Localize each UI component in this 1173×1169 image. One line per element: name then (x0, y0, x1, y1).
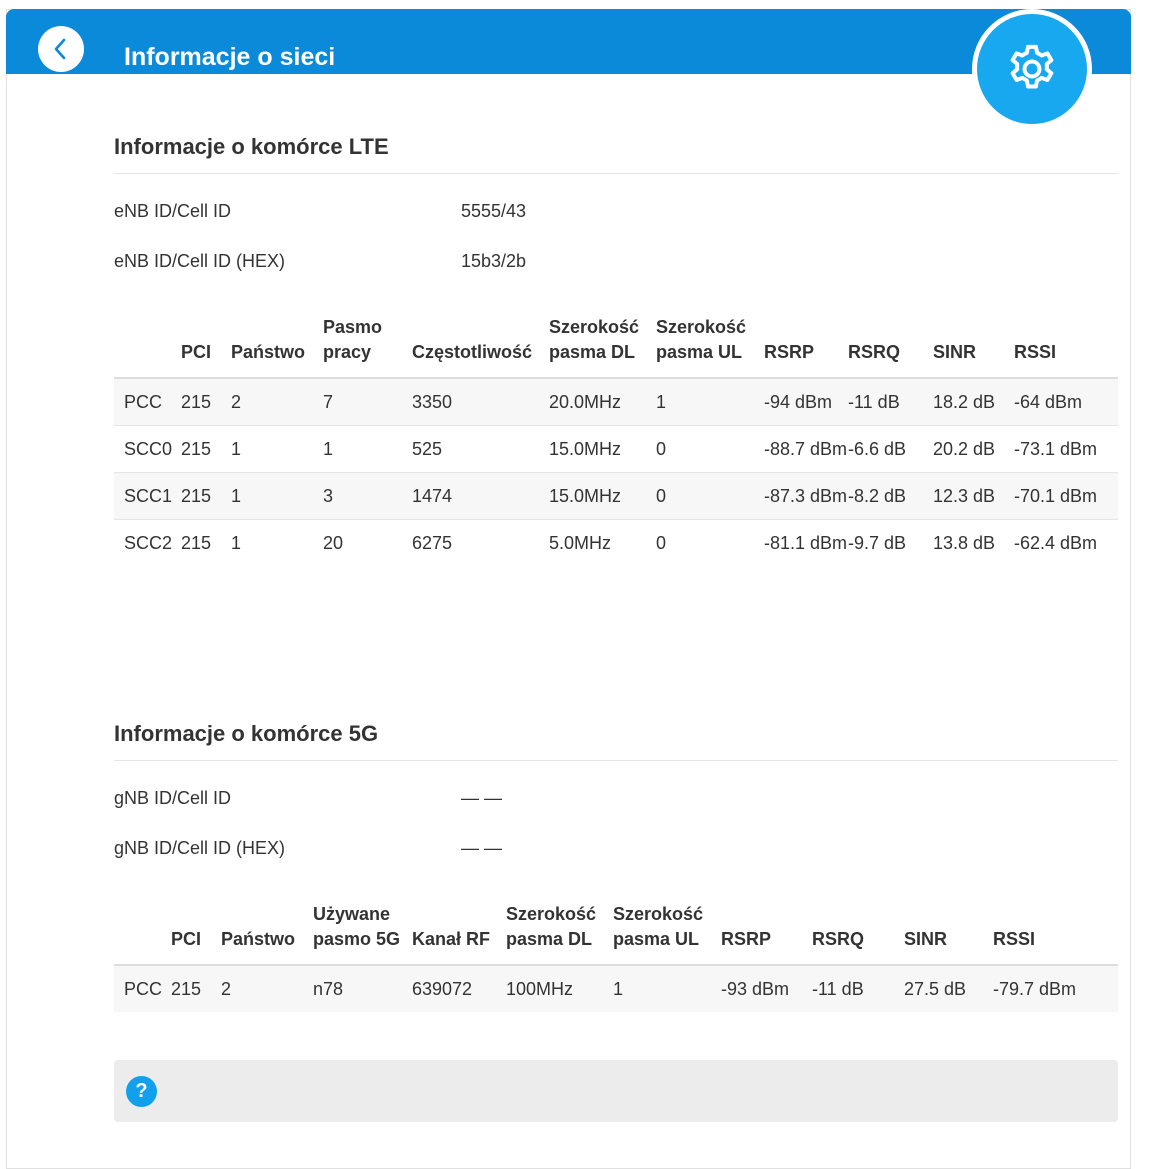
cell: PCC (114, 965, 171, 1012)
cell: -6.6 dB (848, 426, 933, 473)
col-header-band: Pasmo pracy (323, 315, 412, 378)
cell: -62.4 dBm (1014, 520, 1118, 567)
cell: 13.8 dB (933, 520, 1014, 567)
cell: 0 (656, 426, 764, 473)
table-row (114, 378, 1118, 426)
enb-cell-id-hex-value: 15b3/2b (461, 251, 527, 271)
cell: 5.0MHz (549, 520, 656, 567)
cell: PCC (114, 378, 181, 426)
cell: 1 (231, 520, 323, 567)
cell: 1 (231, 473, 323, 520)
cell: -70.1 dBm (1014, 473, 1118, 520)
gnb-cell-id-hex-label: gNB ID/Cell ID (HEX) (114, 838, 286, 858)
col-header-rsrp: RSRP (764, 315, 848, 378)
cell: -11 dB (848, 378, 933, 426)
cell: 27.5 dB (904, 965, 993, 1012)
col-header-bw-ul: Szerokość pasma UL (613, 902, 721, 965)
cell: 1 (323, 426, 412, 473)
cell: 7 (323, 378, 412, 426)
table-row (114, 473, 1118, 520)
nr5g-table-header (114, 902, 1118, 965)
col-header-bw-dl: Szerokość pasma DL (549, 315, 656, 378)
gnb-cell-id-hex-value: — — (461, 838, 503, 858)
col-header-rsrp: RSRP (721, 902, 812, 965)
gnb-cell-id-value: — — (461, 788, 503, 808)
col-header (114, 902, 171, 965)
col-header-bw-dl: Szerokość pasma DL (506, 902, 613, 965)
cell: -81.1 dBm (764, 520, 848, 567)
col-header-pci: PCI (181, 315, 231, 378)
settings-button-ring (972, 9, 1092, 129)
col-header-country: Państwo (231, 315, 323, 378)
cell: 215 (181, 520, 231, 567)
gear-icon (1004, 41, 1060, 97)
cell: 15.0MHz (549, 473, 656, 520)
cell: 1 (231, 426, 323, 473)
cell: n78 (313, 965, 412, 1012)
cell: 3 (323, 473, 412, 520)
cell: 6275 (412, 520, 549, 567)
enb-cell-id-hex-label: eNB ID/Cell ID (HEX) (114, 251, 286, 271)
cell: SCC0 (114, 426, 181, 473)
cell: 1474 (412, 473, 549, 520)
col-header-country: Państwo (221, 902, 313, 965)
chevron-left-icon (51, 37, 71, 61)
cell: 215 (181, 378, 231, 426)
cell: -88.7 dBm (764, 426, 848, 473)
cell: 20.2 dB (933, 426, 1014, 473)
cell: 3350 (412, 378, 549, 426)
cell: 215 (171, 965, 221, 1012)
cell: 100MHz (506, 965, 613, 1012)
cell: 0 (656, 473, 764, 520)
cell: -73.1 dBm (1014, 426, 1118, 473)
cell: 18.2 dB (933, 378, 1014, 426)
page-title: Informacje o sieci (124, 43, 336, 71)
table-row (114, 520, 1118, 567)
cell: 0 (656, 520, 764, 567)
nr5g-divider (114, 760, 1118, 761)
cell: 2 (221, 965, 313, 1012)
cell: 20.0MHz (549, 378, 656, 426)
cell: 15.0MHz (549, 426, 656, 473)
cell: -87.3 dBm (764, 473, 848, 520)
cell: -9.7 dB (848, 520, 933, 567)
cell: 1 (613, 965, 721, 1012)
enb-cell-id-value: 5555/43 (461, 201, 527, 221)
help-icon[interactable]: ? (126, 1076, 157, 1107)
cell: 215 (181, 426, 231, 473)
lte-divider (114, 173, 1118, 174)
lte-table-header (114, 315, 1118, 378)
table-row (114, 965, 1118, 1012)
cell: -79.7 dBm (993, 965, 1118, 1012)
lte-section-title: Informacje o komórce LTE (114, 134, 389, 159)
cell: -93 dBm (721, 965, 812, 1012)
cell: SCC1 (114, 473, 181, 520)
col-header-frequency: Częstotliwość (412, 315, 549, 378)
cell: 639072 (412, 965, 506, 1012)
col-header-rsrq: RSRQ (812, 902, 904, 965)
lte-cell-table (114, 315, 1118, 566)
col-header-sinr: SINR (904, 902, 993, 965)
cell: 215 (181, 473, 231, 520)
col-header-rsrq: RSRQ (848, 315, 933, 378)
nr5g-cell-table (114, 902, 1118, 1012)
cell: SCC2 (114, 520, 181, 567)
cell: -11 dB (812, 965, 904, 1012)
col-header-rssi: RSSI (993, 902, 1118, 965)
table-row (114, 426, 1118, 473)
cell: 12.3 dB (933, 473, 1014, 520)
col-header-rssi: RSSI (1014, 315, 1118, 378)
col-header-sinr: SINR (933, 315, 1014, 378)
col-header-pci: PCI (171, 902, 221, 965)
col-header-rf-channel: Kanał RF (412, 902, 506, 965)
cell: -8.2 dB (848, 473, 933, 520)
col-header (114, 315, 181, 378)
enb-cell-id-label: eNB ID/Cell ID (114, 201, 232, 221)
cell: -94 dBm (764, 378, 848, 426)
cell: 525 (412, 426, 549, 473)
help-panel (114, 1060, 1118, 1122)
gnb-cell-id-label: gNB ID/Cell ID (114, 788, 232, 808)
cell: 20 (323, 520, 412, 567)
settings-button[interactable] (977, 14, 1087, 124)
nr5g-section-title: Informacje o komórce 5G (114, 721, 379, 746)
back-button[interactable] (38, 26, 84, 72)
cell: 1 (656, 378, 764, 426)
col-header-bw-ul: Szerokość pasma UL (656, 315, 764, 378)
cell: -64 dBm (1014, 378, 1118, 426)
col-header-band: Używane pasmo 5G (313, 902, 412, 965)
page-header (6, 9, 1131, 74)
cell: 2 (231, 378, 323, 426)
